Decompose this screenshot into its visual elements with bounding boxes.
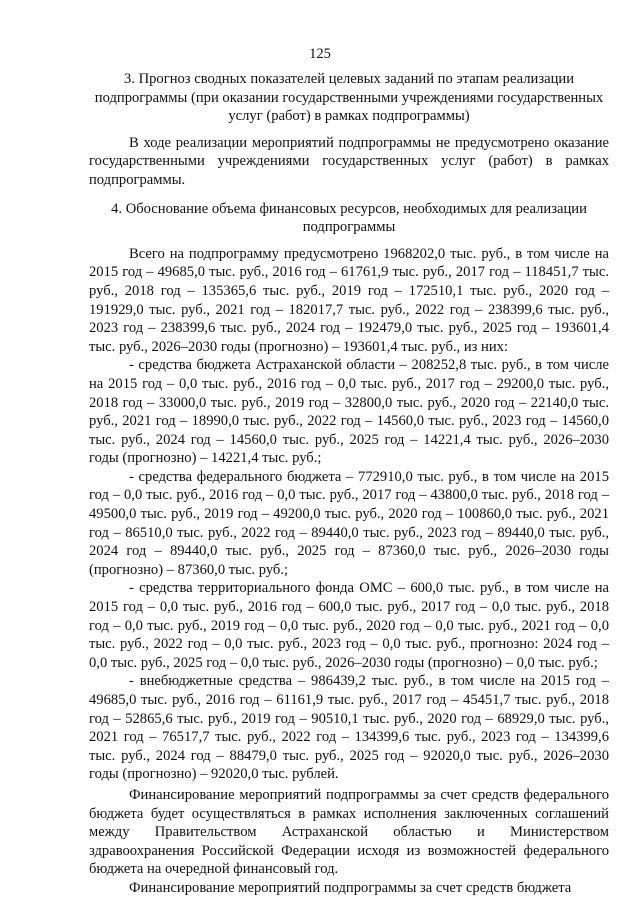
- page-number: 125: [309, 46, 331, 62]
- document-body: [89, 70, 609, 898]
- paragraph-regional-budget: - средства бюджета Астраханской области – 208252,8 тыс. руб., в том числе на 2015 год – 0,0 тыс. руб., 2016 год – 0,0 тыс. руб., 2017 год – 29200,0 тыс. руб., 2018 год – 33000,0 тыс. руб., 2019 год – 32800,0 тыс. руб., 2020 год – 22140,0 тыс. руб., 2021 год – 18990,0 тыс. руб., 2022 год – 14560,0 тыс. руб., 2023 год – 14560,0 тыс. руб., 2024 год – 14560,0 тыс. руб., 2025 год – 14221,4 тыс. руб., 2026–2030 годы (прогнозно) – 14221,4 тыс. руб.;: [89, 357, 609, 467]
- paragraph-no-services: В ходе реализации мероприятий подпрограммы не предусмотрено оказание государственными учреждениями государственных услуг (работ) в рамках подпрограммы.: [89, 134, 609, 188]
- paragraph-federal-budget: - средства федерального бюджета – 772910,0 тыс. руб., в том числе на 2015 год – 0,0 тыс. руб., 2016 год – 0,0 тыс. руб., 2017 год – 43800,0 тыс. руб., 2018 год – 49500,0 тыс. руб., 2019 год – 49200,0 тыс. руб., 2020 год – 100860,0 тыс. руб., 2021 год – 86510,0 тыс. руб., 2022 год – 89440,0 тыс. руб., 2023 год – 89440,0 тыс. руб., 2024 год – 89440,0 тыс. руб., 2025 год – 87360,0 тыс. руб., 2026–2030 годы (прогнозно) – 87360,0 тыс. руб.;: [89, 468, 609, 578]
- paragraph-total-funding: Всего на подпрограмму предусмотрено 1968202,0 тыс. руб., в том числе на 2015 год – 49685,0 тыс. руб., 2016 год – 61761,9 тыс. руб., 2017 год – 118451,7 тыс. руб., 2018 год – 135365,6 тыс. руб., 2019 год – 172510,1 тыс. руб., 2020 год – 191929,0 тыс. руб., 2021 год – 182017,7 тыс. руб., 2022 год – 238399,6 тыс. руб., 2023 год – 238399,6 тыс. руб., 2024 год – 192479,0 тыс. руб., 2025 год – 193601,4 тыс. руб., 2026–2030 годы (прогнозно) – 193601,4 тыс. руб., из них:: [89, 245, 609, 355]
- paragraph-regional-financing: Финансирование мероприятий подпрограммы за счет средств бюджета: [129, 879, 572, 896]
- paragraph-federal-financing: Финансирование мероприятий подпрограммы за счет средств федерального бюджета будет осуществляться в рамках исполнения заключенных соглашений между Правительством Астраханской областью и Министерством здравоохранения Российской Федерации исходя из возможностей федерального бюджета на очередной финансовый год.: [89, 786, 609, 878]
- section-heading-3: 3. Прогноз сводных показателей целевых заданий по этапам реализации подпрограммы (при оказании государственными учреждениями государственных услуг (работ) в рамках подпрограммы): [94, 71, 604, 125]
- paragraph-oms-fund: - средства территориального фонда ОМС – 600,0 тыс. руб., в том числе на 2015 год – 0,0 тыс. руб., 2016 год – 600,0 тыс. руб., 2017 год – 0,0 тыс. руб., 2018 год – 0,0 тыс. руб., 2019 год – 0,0 тыс. руб., 2020 год – 0,0 тыс. руб., 2021 год – 0,0 тыс. руб., 2022 год – 0,0 тыс. руб., 2023 год – 0,0 тыс. руб., прогнозно: 2024 год – 0,0 тыс. руб., 2025 год – 0,0 тыс. руб., 2026–2030 годы (прогнозно) – 0,0 тыс. руб.;: [89, 580, 609, 671]
- paragraph-extrabudgetary: - внебюджетные средства – 986439,2 тыс. руб., в том числе на 2015 год – 49685,0 тыс. руб., 2016 год – 61161,9 тыс. руб., 2017 год – 45451,7 тыс. руб., 2018 год – 52865,6 тыс. руб., 2019 год – 90510,1 тыс. руб., 2020 год – 68929,0 тыс. руб., 2021 год – 76517,7 тыс. руб., 2022 год – 134399,6 тыс. руб., 2023 год – 134399,6 тыс. руб., 2024 год – 88479,0 тыс. руб., 2025 год – 92020,0 тыс. руб., 2026–2030 годы (прогнозно) – 92020,0 тыс. рублей.: [89, 673, 609, 783]
- section-heading-4: 4. Обоснование объема финансовых ресурсов, необходимых для реализации подпрограммы: [111, 200, 587, 236]
